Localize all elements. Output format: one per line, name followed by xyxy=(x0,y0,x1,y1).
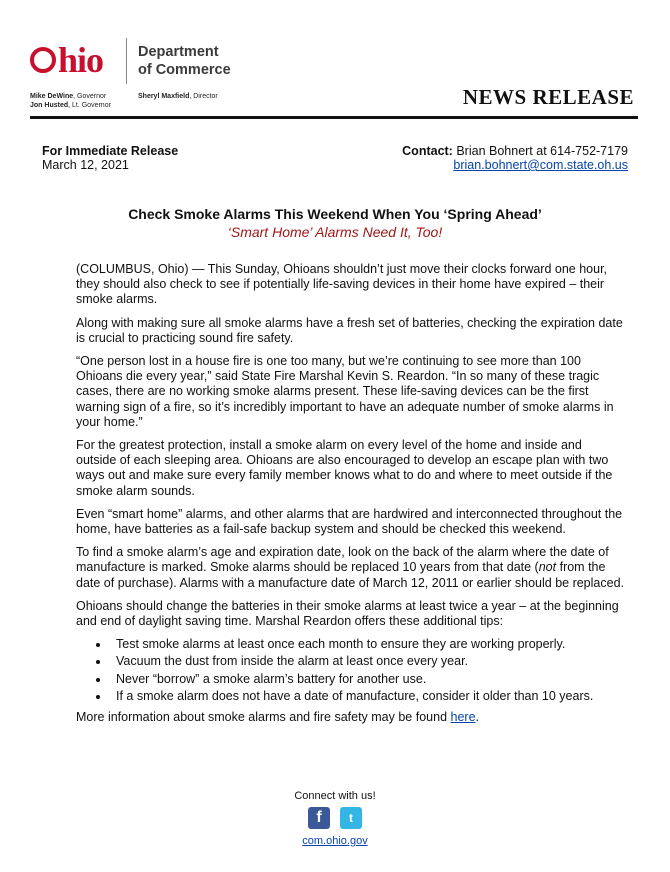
contact-info xyxy=(402,144,628,172)
tip-item: • Never “borrow” a smoke alarm’s battery for another use. xyxy=(110,672,624,687)
department-line-2: of Commerce xyxy=(138,62,231,78)
paragraph-7: Ohioans should change the batteries in their smoke alarms at least twice a year – at the beginning and end of daylight saving time. Marshal Reardon offers these additional tips: xyxy=(76,598,619,629)
facebook-icon[interactable]: f xyxy=(308,807,330,829)
tip-item: • Test smoke alarms at least once each month to ensure they are working properly. xyxy=(110,637,624,652)
lt-governor-name: Jon Husted xyxy=(30,102,69,109)
tip-item: • Vacuum the dust from inside the alarm at least once every year. xyxy=(110,654,624,669)
paragraph-8 xyxy=(76,710,624,725)
social-icons xyxy=(0,807,670,829)
lt-governor-title: , Lt. Governor xyxy=(68,102,111,109)
paragraph-6-part-b: from the date of purchase). Alarms with a manufacture date of March 12, 2011 or earlier should be replaced. xyxy=(76,560,624,590)
paragraph-6-part-a: To find a smoke alarm’s age and expiration date, look on the back of the alarm where the date of manufacture is marked. Smoke alarms should be replaced 10 years from that date ( xyxy=(76,545,609,575)
header-rule xyxy=(30,116,638,119)
contact-text: Brian Bohnert at 614-752-7179 xyxy=(456,144,628,158)
officials-director xyxy=(138,92,218,101)
ohio-logo-rest: hio xyxy=(58,40,104,80)
ohio-wordmark xyxy=(30,42,103,78)
headline: Check Smoke Alarms This Weekend When You ‘Spring Ahead’ xyxy=(128,206,542,222)
tip-item: • If a smoke alarm does not have a date of manufacture, consider it older than 10 years. xyxy=(110,689,624,704)
logo-divider xyxy=(126,38,127,84)
news-release-heading: NEWS RELEASE xyxy=(462,85,634,109)
contact-email-link[interactable]: brian.bohnert@com.state.oh.us xyxy=(453,158,628,172)
connect-heading: Connect with us! xyxy=(294,790,376,802)
subheadline: ‘Smart Home’ Alarms Need It, Too! xyxy=(227,224,443,240)
article-body xyxy=(76,262,624,733)
paragraph-5: Even “smart home” alarms, and other alarms that are hardwired and interconnected throughout the home, have batteries as a fail-safe backup system and should be checked this weekend. xyxy=(76,506,623,537)
contact-label: Contact: xyxy=(402,144,453,158)
paragraph-8-text: More information about smoke alarms and fire safety may be found xyxy=(76,710,451,725)
tips-list xyxy=(76,637,624,704)
officials-governors xyxy=(30,92,111,110)
department-name xyxy=(138,43,231,79)
more-info-link[interactable]: here xyxy=(450,710,476,725)
ohio-logo xyxy=(30,40,103,80)
governor-name: Mike DeWine xyxy=(30,93,74,100)
paragraph-1: (COLUMBUS, Ohio) — This Sunday, Ohioans shouldn’t just move their clocks forward one hour, they should also check to see if potentially life-saving devices in their home have expired – their smoke alarms. xyxy=(76,262,608,307)
website-link[interactable]: com.ohio.gov xyxy=(302,835,368,847)
ohio-logo-o xyxy=(30,47,56,73)
release-immediate: For Immediate Release xyxy=(42,144,179,158)
department-line-1: Department xyxy=(138,44,219,60)
twitter-icon[interactable]: t xyxy=(340,807,362,829)
paragraph-3: “One person lost in a house fire is one too many, but we’re continuing to see more than 100 Ohioans die every year,” said State Fire Marshal Kevin S. Reardon. “In so many of these tragic cases, there are no working smoke alarms present. These life-saving devices can be the first warning sign of a fire, so it’s incredibly important to have an adequate number of smoke alarms in your home.” xyxy=(76,354,614,429)
website-link-wrap xyxy=(0,835,670,847)
paragraph-8-end: . xyxy=(475,710,480,725)
release-info xyxy=(42,144,178,172)
release-date: March 12, 2021 xyxy=(42,158,129,172)
paragraph-4: For the greatest protection, install a smoke alarm on every level of the home and inside and outside of each sleeping area. Ohioans are also encouraged to develop an escape plan with two ways out and make sure every family member knows what to do and where to meet outside if the smoke alarm sounds. xyxy=(76,438,613,498)
governor-title: , Governor xyxy=(73,93,107,100)
director-name: Sheryl Maxfield xyxy=(138,93,190,100)
paragraph-2: Along with making sure all smoke alarms have a fresh set of batteries, checking the expiration date is crucial to practicing sound fire safety. xyxy=(76,315,623,345)
paragraph-6-emphasis: not xyxy=(538,560,557,575)
paragraph-6 xyxy=(76,545,624,591)
director-title: , Director xyxy=(189,93,218,100)
